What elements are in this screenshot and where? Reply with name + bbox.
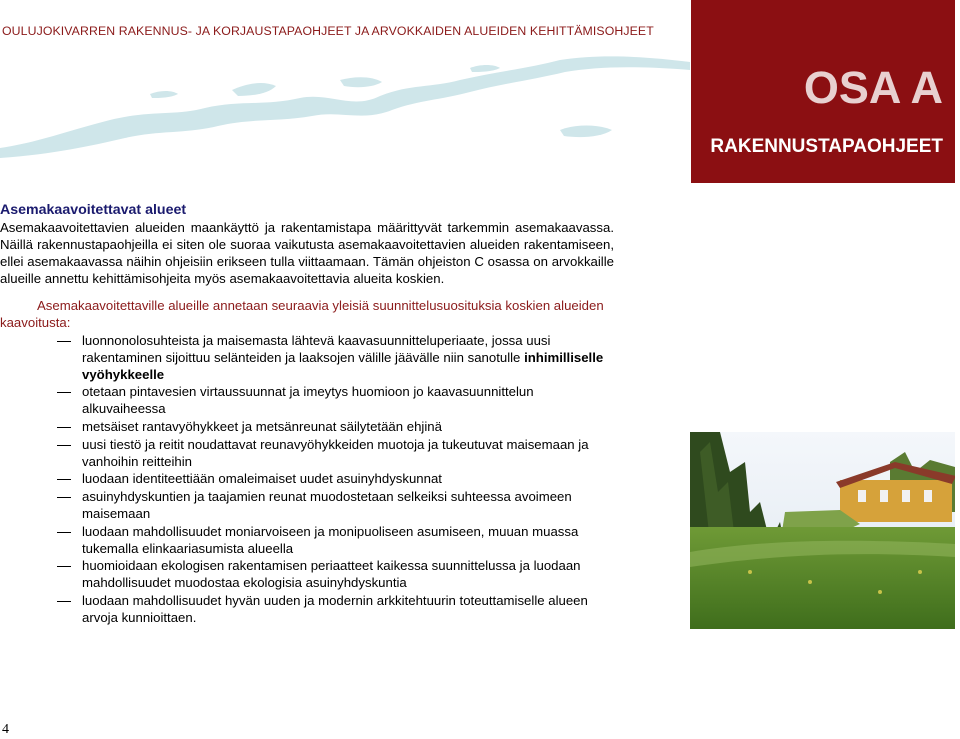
page-number: 4: [2, 722, 9, 737]
dash-icon: [57, 341, 71, 342]
running-header: OULUJOKIVARREN RAKENNUS- JA KORJAUSTAPAOHJEET JA ARVOKKAIDEN ALUEIDEN KEHITTÄMISOHJEET: [2, 24, 654, 38]
yellow-house-meadow-photo: [690, 432, 955, 629]
dash-icon: [57, 392, 71, 393]
dash-icon: [57, 479, 71, 480]
list-item: [0, 489, 604, 523]
list-item-text: huomioidaan ekologisen rakentamisen periaatteet kaikessa suunnittelussa ja luodaan mahdollisuudet muodostaa ekologisia asuinyhdyskuntia: [82, 558, 581, 591]
dash-icon: [57, 566, 71, 567]
dash-icon: [57, 532, 71, 533]
list-item: [0, 558, 604, 592]
section-subtitle: RAKENNUSTAPAOHJEET: [710, 136, 943, 157]
list-item-text: luodaan mahdollisuudet moniarvoiseen ja monipuoliseen asumiseen, muuan muassa tukemalla elinkaariasumista alueella: [82, 523, 579, 556]
list-item-text: otetaan pintavesien virtaussuunnat ja imeytys huomioon jo kaavasuunnittelun alkuvaiheessa: [82, 384, 534, 417]
main-content: [0, 201, 614, 627]
list-item-text: luonnonolosuhteista ja maisemasta lähtevä kaavasuunnitteluperiaate, jossa uusi rakentaminen sijoittuu selänteiden ja laaksojen välille jäävälle niin sanotulle: [82, 333, 551, 365]
list-item: [0, 471, 604, 488]
list-item-text: uusi tiestö ja reitit noudattavat reunavyöhykkeiden muotoja ja tukeutuvat maisemaan ja vanhoihin reitteihin: [82, 436, 589, 469]
list-item: [0, 333, 604, 383]
dash-icon: [57, 497, 71, 498]
section-banner: [691, 0, 955, 183]
list-item: [0, 593, 604, 627]
dash-icon: [57, 427, 71, 428]
dash-icon: [57, 445, 71, 446]
dash-icon: [57, 601, 71, 602]
lead-paragraph: Asemakaavoitettaville alueille annetaan seuraavia yleisiä suunnittelusuosituksia koskien alueiden kaavoitusta:: [0, 298, 604, 330]
section-title: OSA A: [803, 62, 943, 113]
list-item: [0, 524, 604, 558]
list-item: [0, 384, 604, 418]
list-item: [0, 419, 604, 436]
recommendation-list: [0, 333, 614, 627]
list-item-text: metsäiset rantavyöhykkeet ja metsänreunat säilytetään ehjinä: [82, 418, 442, 434]
list-item-text: luodaan identiteettiään omaleimaiset uudet asuinyhdyskunnat: [82, 471, 442, 487]
intro-paragraph: Asemakaavoitettavien alueiden maankäyttö ja rakentamistapa määrittyvät tarkemmin asemakaavassa. Näillä rakennustapaohjeilla ei siten ole suoraa vaikutusta asemakaavoitettavien alueiden rakentamiseen, ellei asemakaavassa näihin ohjeisiin erikseen tulla viittaamaan. Tämän ohjeiston C osassa on arvokkaille alueille annettu kehittämisohjeita myös asemakaavoitettavia alueita koskien.: [0, 220, 614, 286]
section-heading: Asemakaavoitettavat alueet: [0, 202, 187, 218]
list-item-text: asuinyhdyskuntien ja taajamien reunat muodostetaan selkeiksi suhteessa avoimeen maisemaan: [82, 489, 572, 521]
list-item-text: luodaan mahdollisuudet hyvän uuden ja modernin arkkitehtuurin toteuttamiselle alueen arvoja kunnioittaen.: [82, 592, 588, 625]
list-item: [0, 437, 604, 471]
list-item-emphasis: inhimilliselle vyöhykkeelle: [82, 349, 604, 382]
river-map-icon: [0, 50, 690, 160]
